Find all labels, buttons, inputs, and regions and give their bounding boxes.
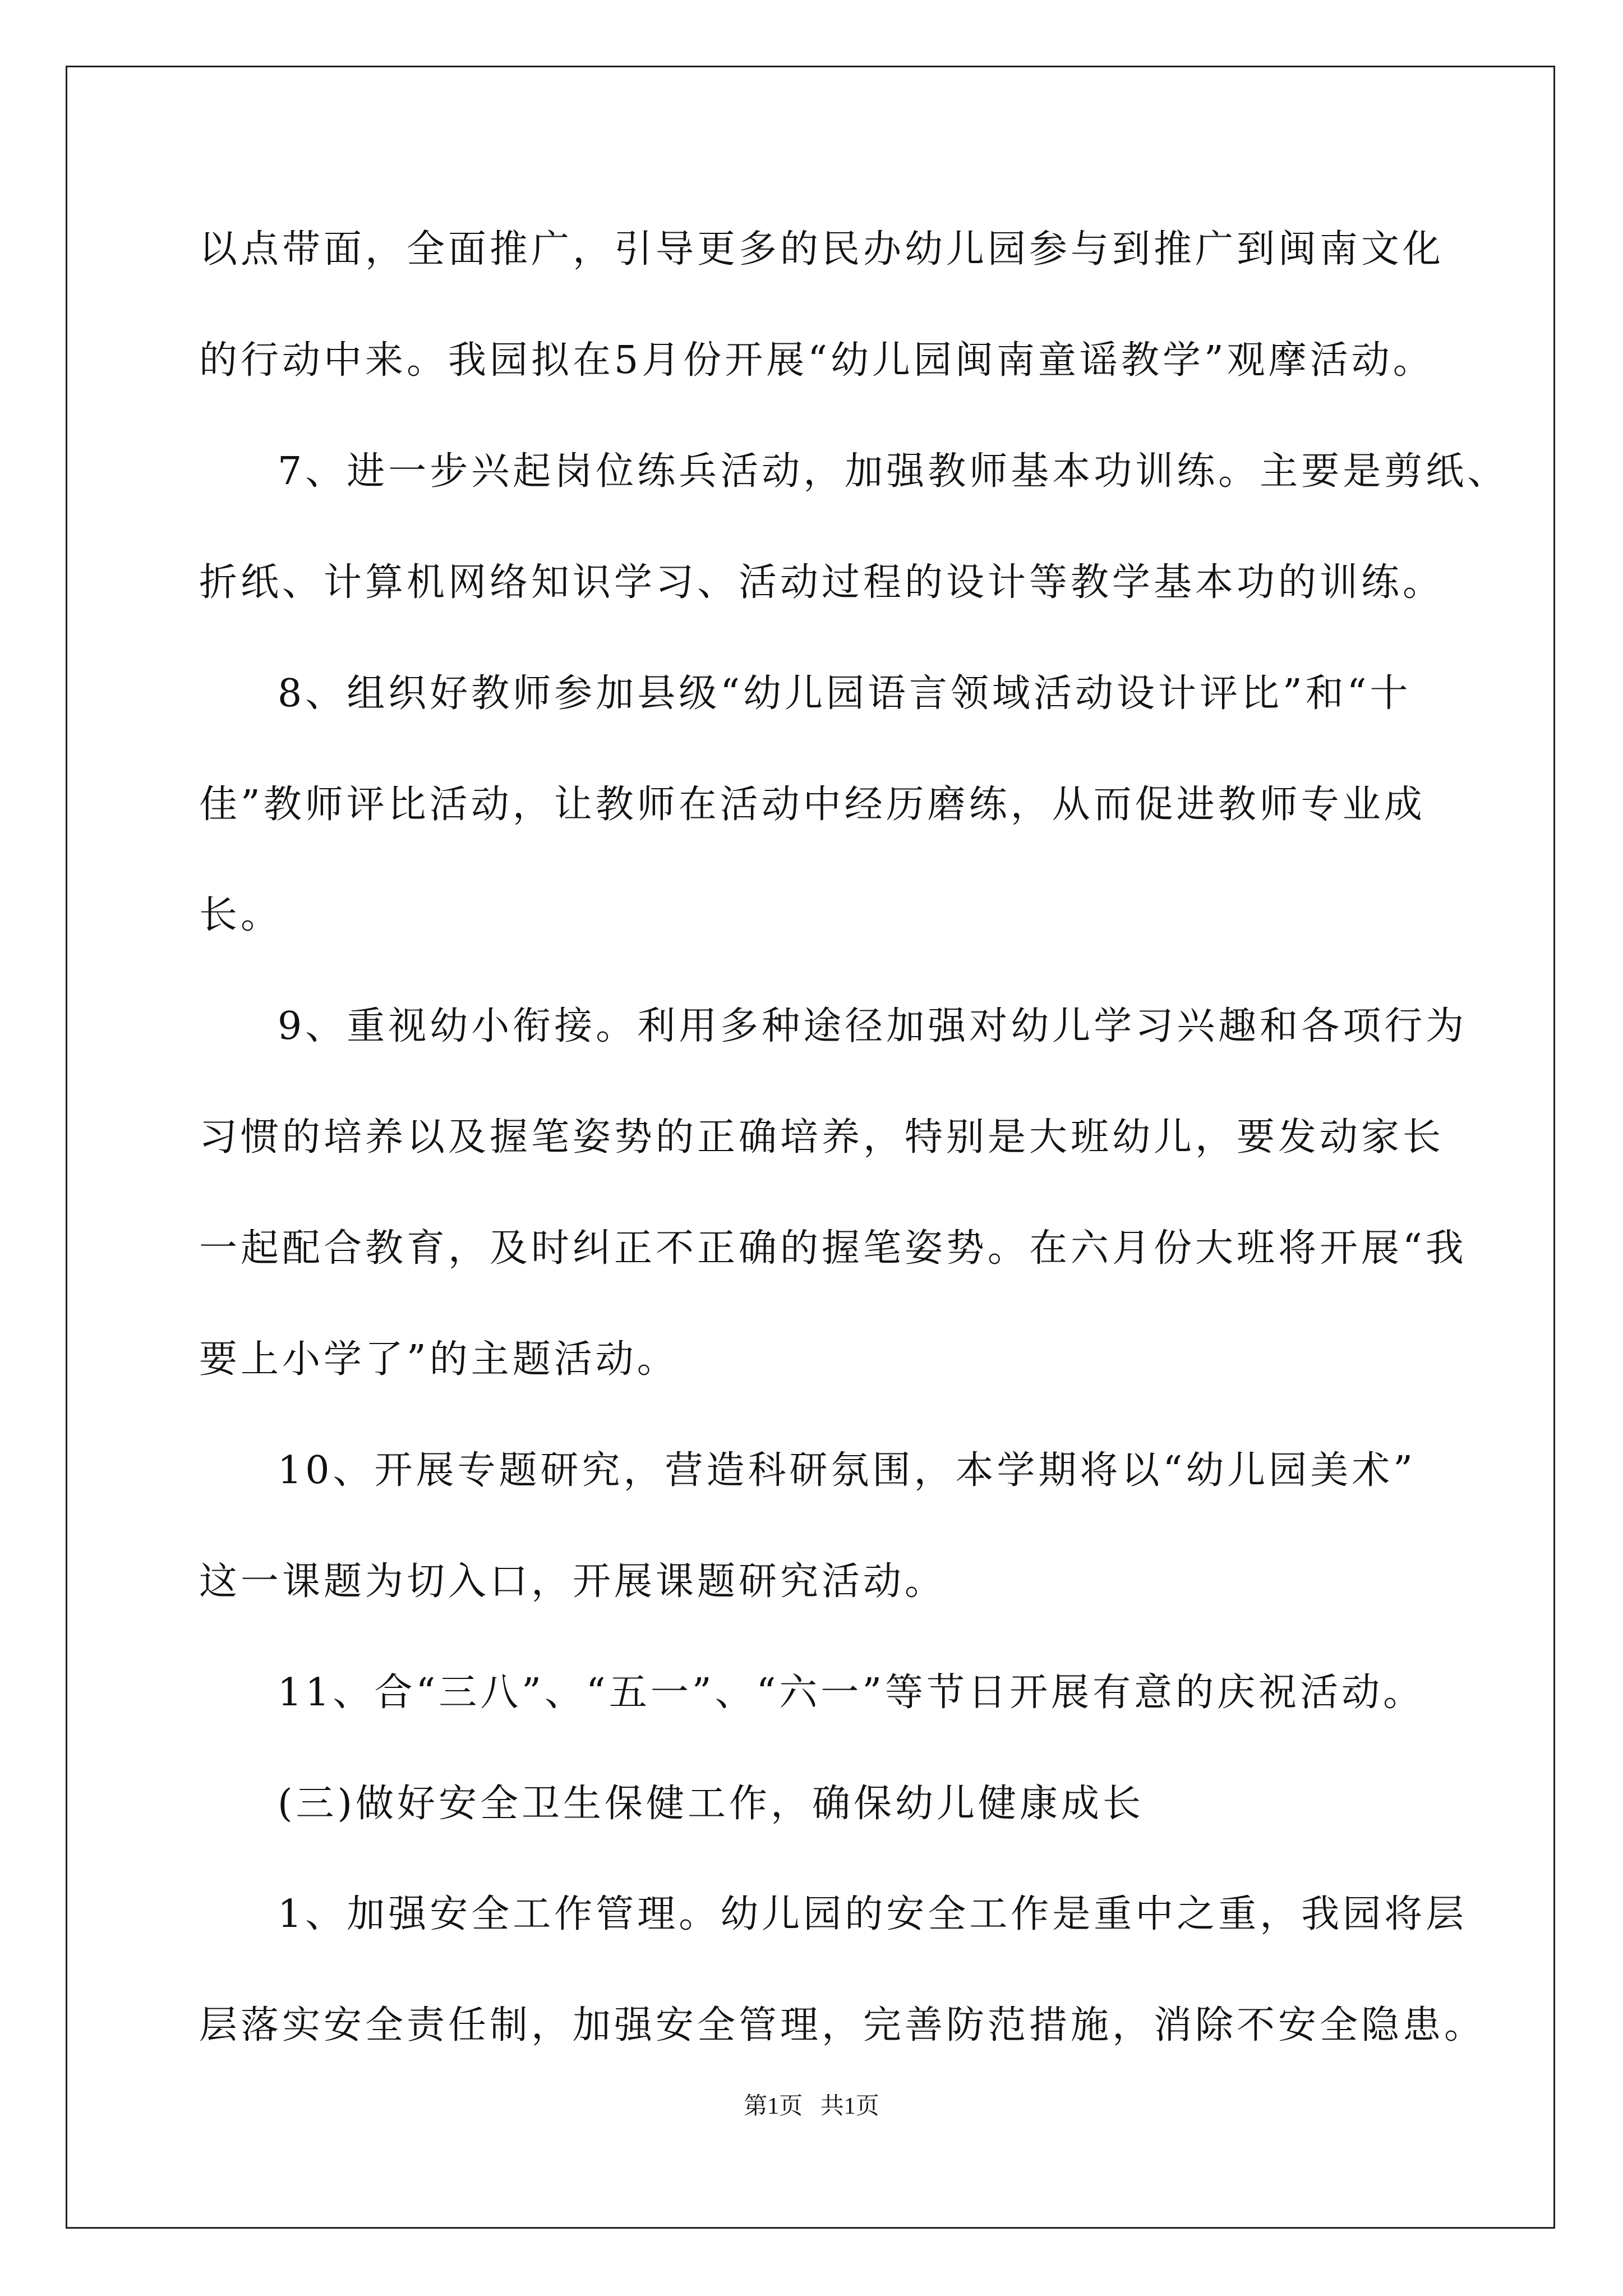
body-line-7: 长。 — [199, 893, 283, 937]
body-line-16: 1、加强安全工作管理。幼儿园的安全工作是重中之重，我园将层 — [278, 1892, 1468, 1936]
body-line-4: 折纸、计算机网络知识学习、活动过程的设计等教学基本功的训练。 — [199, 560, 1445, 605]
body-line-9: 习惯的培养以及握笔姿势的正确培养，特别是大班幼儿，要发动家长 — [199, 1115, 1445, 1159]
body-line-17: 层落实安全责任制，加强安全管理，完善防范措施，消除不安全隐患。 — [199, 2003, 1486, 2047]
body-line-14: 11、合“三八”、“五一”、“六一”等节日开展有意的庆祝活动。 — [278, 1671, 1425, 1715]
page-footer: 第1页 共1页 — [744, 2093, 879, 2119]
body-line-12: 10、开展专题研究，营造科研氛围，本学期将以“幼儿园美术” — [278, 1448, 1417, 1493]
body-line-8: 9、重视幼小衔接。利用多种途径加强对幼儿学习兴趣和各项行为 — [278, 1004, 1468, 1048]
body-line-5: 8、组织好教师参加县级“幼儿园语言领域活动设计评比”和“十 — [278, 671, 1412, 716]
body-line-11: 要上小学了”的主题活动。 — [199, 1337, 679, 1382]
body-line-6: 佳”教师评比活动，让教师在活动中经历磨练，从而促进教师专业成 — [199, 783, 1426, 827]
body-line-10: 一起配合教育，及时纠正不正确的握笔姿势。在六月份大班将开展“我 — [199, 1226, 1467, 1271]
section-heading: (三)做好安全卫生保健工作，确保幼儿健康成长 — [278, 1782, 1145, 1826]
body-line-3: 7、进一步兴起岗位练兵活动，加强教师基本功训练。主要是剪纸、 — [278, 449, 1509, 494]
body-line-13: 这一课题为切入口，开展课题研究活动。 — [199, 1559, 947, 1604]
body-line-1: 以点带面，全面推广，引导更多的民办幼儿园参与到推广到闽南文化 — [199, 227, 1445, 272]
body-line-2: 的行动中来。我园拟在5月份开展“幼儿园闽南童谣教学”观摩活动。 — [199, 338, 1435, 383]
